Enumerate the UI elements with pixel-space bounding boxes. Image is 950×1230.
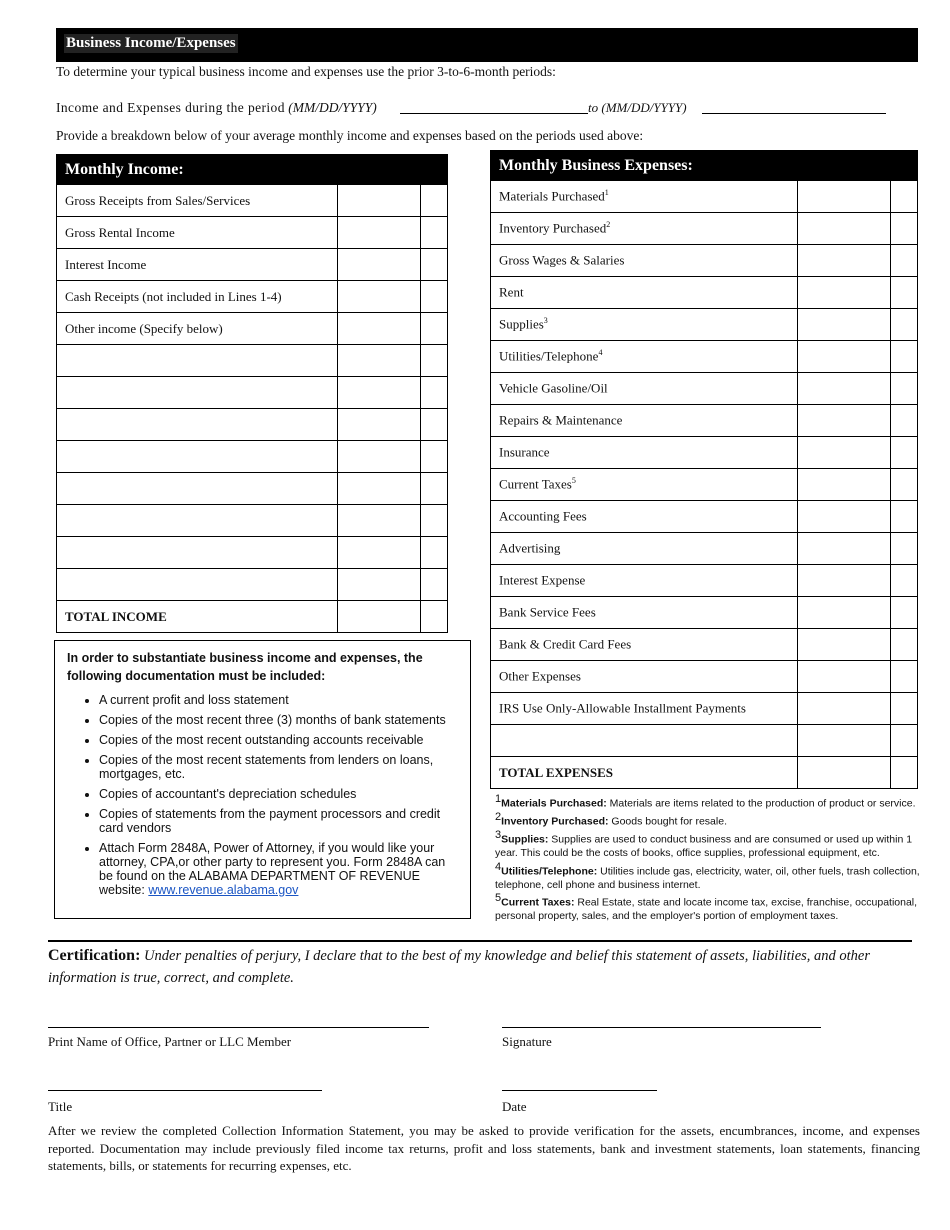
income-amount-cell[interactable] [338, 409, 421, 441]
total-income-cents-cell[interactable] [421, 601, 448, 633]
expense-row-label: Materials Purchased$^1$ [491, 181, 798, 213]
income-amount-cell[interactable] [338, 473, 421, 505]
expense-row [491, 629, 918, 661]
expense-amount-cell[interactable] [798, 661, 891, 693]
income-amount-cell[interactable] [338, 441, 421, 473]
date-label: Date [502, 1099, 527, 1114]
expense-cents-cell[interactable] [891, 181, 918, 213]
expense-row [491, 661, 918, 693]
income-header-row [57, 155, 448, 185]
print-name-line[interactable] [48, 1027, 429, 1028]
income-cents-cell[interactable] [421, 441, 448, 473]
expense-cents-cell[interactable] [891, 629, 918, 661]
income-cents-cell[interactable] [421, 217, 448, 249]
income-row [57, 185, 448, 217]
expense-amount-cell[interactable] [798, 693, 891, 725]
expense-row-label: IRS Use Only-Allowable Installment Payments [491, 693, 798, 725]
total-expenses-amount-cell[interactable] [798, 757, 891, 789]
documentation-item: • Copies of the most recent three (3) months of bank statements [99, 713, 454, 727]
income-cents-cell[interactable] [421, 313, 448, 345]
expense-row [491, 213, 918, 245]
expense-amount-cell[interactable] [798, 597, 891, 629]
expense-cents-cell[interactable] [891, 565, 918, 597]
expense-row-label: Utilities/Telephone$^4$ [491, 341, 798, 373]
expense-row-label: Other Expenses [491, 661, 798, 693]
income-blank-label-cell[interactable] [57, 505, 338, 537]
income-row [57, 217, 448, 249]
income-amount-cell[interactable] [338, 217, 421, 249]
expense-row [491, 437, 918, 469]
income-blank-row [57, 473, 448, 505]
period-to-field[interactable] [702, 113, 886, 114]
expenses-header-row [491, 151, 918, 181]
expense-row [491, 405, 918, 437]
income-blank-label-cell[interactable] [57, 409, 338, 441]
income-amount-cell[interactable] [338, 569, 421, 601]
expense-row [491, 181, 918, 213]
expense-cents-cell[interactable] [891, 277, 918, 309]
footnote-4: $^4$Utilities/Telephone: Utilities include gas, electricity, water, oil, other fuels, trash collection, telephone, cell phone and business internet. [495, 860, 920, 891]
print-name-label: Print Name of Office, Partner or LLC Member [48, 1034, 292, 1049]
income-row [57, 313, 448, 345]
expense-cents-cell[interactable] [891, 501, 918, 533]
closing-paragraph: After we review the completed Collection Information Statement, you may be asked to provide verification for the assets, encumbrances, income, and expenses reported. Documentation may include previously filed income tax returns, profit and loss statements, bank and investment statements, loan statements, financing statements, bills, or statements for recurring expenses, etc. [48, 1123, 920, 1173]
income-cents-cell[interactable] [421, 569, 448, 601]
title-label: Title [48, 1099, 73, 1114]
income-blank-label-cell[interactable] [57, 441, 338, 473]
expense-cents-cell[interactable] [891, 693, 918, 725]
income-blank-row [57, 377, 448, 409]
expense-amount-cell[interactable] [798, 437, 891, 469]
certification-text: Under penalties of perjury, I declare that to the best of my knowledge and belief this statement of assets, liabilities, and other information is true, correct, and complete. [48, 948, 871, 986]
income-table-title: Monthly Income: [57, 155, 338, 185]
income-cents-cell[interactable] [421, 281, 448, 313]
expense-amount-cell[interactable] [798, 277, 891, 309]
breakdown-text: Provide a breakdown below of your average monthly income and expenses based on the periods used above: [56, 128, 644, 143]
income-row-label: Gross Receipts from Sales/Services [57, 185, 338, 217]
footnote-2: $^2$Inventory Purchased: Goods bought for resale. [495, 811, 727, 828]
expense-amount-cell[interactable] [798, 533, 891, 565]
expense-row-label: Insurance [491, 437, 798, 469]
expense-row [491, 469, 918, 501]
income-amount-cell[interactable] [338, 377, 421, 409]
income-cents-cell[interactable] [421, 345, 448, 377]
documentation-item: • Copies of the most recent statements from lenders on loans, mortgages, etc. [99, 753, 454, 781]
income-cents-cell[interactable] [421, 377, 448, 409]
income-cents-cell[interactable] [421, 185, 448, 217]
expense-row-label: Interest Expense [491, 565, 798, 597]
income-row-label: Interest Income [57, 249, 338, 281]
documentation-item: • Copies of statements from the payment processors and credit card vendors [99, 807, 454, 835]
expense-cents-cell[interactable] [891, 533, 918, 565]
income-blank-label-cell[interactable] [57, 569, 338, 601]
intro-text: To determine your typical business income and expenses use the prior 3-to-6-month periods: [56, 64, 556, 79]
expense-cents-cell[interactable] [891, 661, 918, 693]
expense-row-label: Current Taxes$^5$ [491, 469, 798, 501]
expense-amount-cell[interactable] [798, 181, 891, 213]
expense-cents-cell[interactable] [891, 725, 918, 757]
certification-statement [48, 945, 920, 989]
documentation-item: • Attach Form 2848A, Power of Attorney, if you would like your attorney, CPA,or other party to represent you. Form 2848A can be found on the ALABAMA DEPARTMENT OF REVENUE website: www.revenue.alabama.gov [99, 841, 454, 897]
expense-cents-cell[interactable] [891, 245, 918, 277]
signature-line[interactable] [502, 1027, 821, 1028]
income-amount-cell[interactable] [338, 249, 421, 281]
section-title: Business Income/Expenses [66, 35, 236, 51]
footnote-5: $^5$Current Taxes: Real Estate, state and locate income tax, excise, franchise, occupational, personal property, sales, and the employer's portion of employment taxes. [495, 892, 918, 922]
income-blank-row [57, 345, 448, 377]
expense-cents-cell[interactable] [891, 341, 918, 373]
income-blank-row [57, 537, 448, 569]
income-amount-cell[interactable] [338, 537, 421, 569]
expense-row [491, 277, 918, 309]
income-cents-cell[interactable] [421, 473, 448, 505]
income-amount-cell[interactable] [338, 185, 421, 217]
footnote-1: $^1$Materials Purchased: Materials are items related to the production of product or service. [495, 793, 916, 810]
period-label: Income and Expenses during the period (MM/DD/YYYY) [56, 100, 377, 115]
expense-amount-cell[interactable] [798, 309, 891, 341]
certification-label: Certification: [48, 947, 141, 964]
expense-row [491, 501, 918, 533]
income-blank-row [57, 505, 448, 537]
expense-row [491, 597, 918, 629]
expense-cents-cell[interactable] [891, 309, 918, 341]
expense-row [491, 309, 918, 341]
documentation-title: In order to substantiate business income and expenses, the following documentation must be included: [67, 651, 423, 683]
income-amount-cell[interactable] [338, 345, 421, 377]
documentation-item: • Copies of accountant's depreciation schedules [99, 787, 454, 801]
documentation-list [67, 693, 454, 903]
footnote-3: $^3$Supplies: Supplies are used to conduct business and are consumed or used up within 1 year. This could be the costs of books, office supplies, professional equipment, etc. [495, 829, 913, 859]
expense-row [491, 693, 918, 725]
expense-cents-cell[interactable] [891, 373, 918, 405]
expense-amount-cell[interactable] [798, 469, 891, 501]
expense-row-label: Gross Wages & Salaries [491, 245, 798, 277]
monthly-income-table [56, 154, 448, 633]
period-to-label: to (MM/DD/YYYY) [588, 100, 687, 115]
expense-row-label: Inventory Purchased$^2$ [491, 213, 798, 245]
expense-amount-cell[interactable] [798, 725, 891, 757]
expense-amount-cell[interactable] [798, 341, 891, 373]
expense-cents-cell[interactable] [891, 405, 918, 437]
income-cents-cell[interactable] [421, 249, 448, 281]
date-line[interactable] [502, 1090, 657, 1091]
income-amount-cell[interactable] [338, 313, 421, 345]
signature-label: Signature [502, 1034, 552, 1049]
income-amount-cell[interactable] [338, 505, 421, 537]
income-cents-cell[interactable] [421, 537, 448, 569]
expense-row-label: Repairs & Maintenance [491, 405, 798, 437]
expense-row [491, 245, 918, 277]
documentation-box [54, 640, 471, 919]
expense-cents-cell[interactable] [891, 597, 918, 629]
income-row [57, 281, 448, 313]
section-header-bar [56, 28, 918, 62]
expense-amount-cell[interactable] [798, 629, 891, 661]
income-row-label: Gross Rental Income [57, 217, 338, 249]
expense-footnotes [495, 793, 920, 924]
total-income-amount-cell[interactable] [338, 601, 421, 633]
income-amount-cell[interactable] [338, 281, 421, 313]
expense-amount-cell[interactable] [798, 245, 891, 277]
expense-amount-cell[interactable] [798, 405, 891, 437]
expense-amount-cell[interactable] [798, 501, 891, 533]
documentation-item: • A current profit and loss statement [99, 693, 454, 707]
income-blank-label-cell[interactable] [57, 345, 338, 377]
income-row [57, 249, 448, 281]
income-blank-label-cell[interactable] [57, 377, 338, 409]
income-blank-row [57, 569, 448, 601]
income-blank-row [57, 441, 448, 473]
expense-row-label: Accounting Fees [491, 501, 798, 533]
documentation-item: • Copies of the most recent outstanding accounts receivable [99, 733, 454, 747]
expense-row-label: Advertising [491, 533, 798, 565]
expense-blank-label-cell[interactable] [491, 725, 798, 757]
expense-row-label: Bank & Credit Card Fees [491, 629, 798, 661]
income-cents-cell[interactable] [421, 409, 448, 441]
expense-blank-row [491, 725, 918, 757]
income-cents-cell[interactable] [421, 505, 448, 537]
income-row-label: Cash Receipts (not included in Lines 1-4) [57, 281, 338, 313]
expense-row-label: Rent [491, 277, 798, 309]
income-total-row [57, 601, 448, 633]
expense-row-label: Bank Service Fees [491, 597, 798, 629]
total-expenses-label: TOTAL EXPENSES [491, 757, 798, 789]
expense-amount-cell[interactable] [798, 373, 891, 405]
total-expenses-cents-cell[interactable] [891, 757, 918, 789]
expense-row [491, 341, 918, 373]
income-blank-label-cell[interactable] [57, 473, 338, 505]
certification-divider [48, 940, 912, 942]
expense-row-label: Supplies$^3$ [491, 309, 798, 341]
expense-cents-cell[interactable] [891, 437, 918, 469]
expense-row-label: Vehicle Gasoline/Oil [491, 373, 798, 405]
expense-row [491, 565, 918, 597]
expenses-table-title: Monthly Business Expenses: [491, 151, 798, 181]
expense-cents-cell[interactable] [891, 469, 918, 501]
revenue-website-link[interactable]: www.revenue.alabama.gov [148, 883, 299, 897]
expense-total-row [491, 757, 918, 789]
period-from-field[interactable] [400, 113, 588, 114]
expense-row [491, 533, 918, 565]
income-row-label: Other income (Specify below) [57, 313, 338, 345]
expense-amount-cell[interactable] [798, 565, 891, 597]
income-blank-label-cell[interactable] [57, 537, 338, 569]
expense-row [491, 373, 918, 405]
expense-cents-cell[interactable] [891, 213, 918, 245]
total-income-label: TOTAL INCOME [57, 601, 338, 633]
monthly-expenses-table [490, 150, 918, 789]
expense-amount-cell[interactable] [798, 213, 891, 245]
income-blank-row [57, 409, 448, 441]
title-line[interactable] [48, 1090, 322, 1091]
